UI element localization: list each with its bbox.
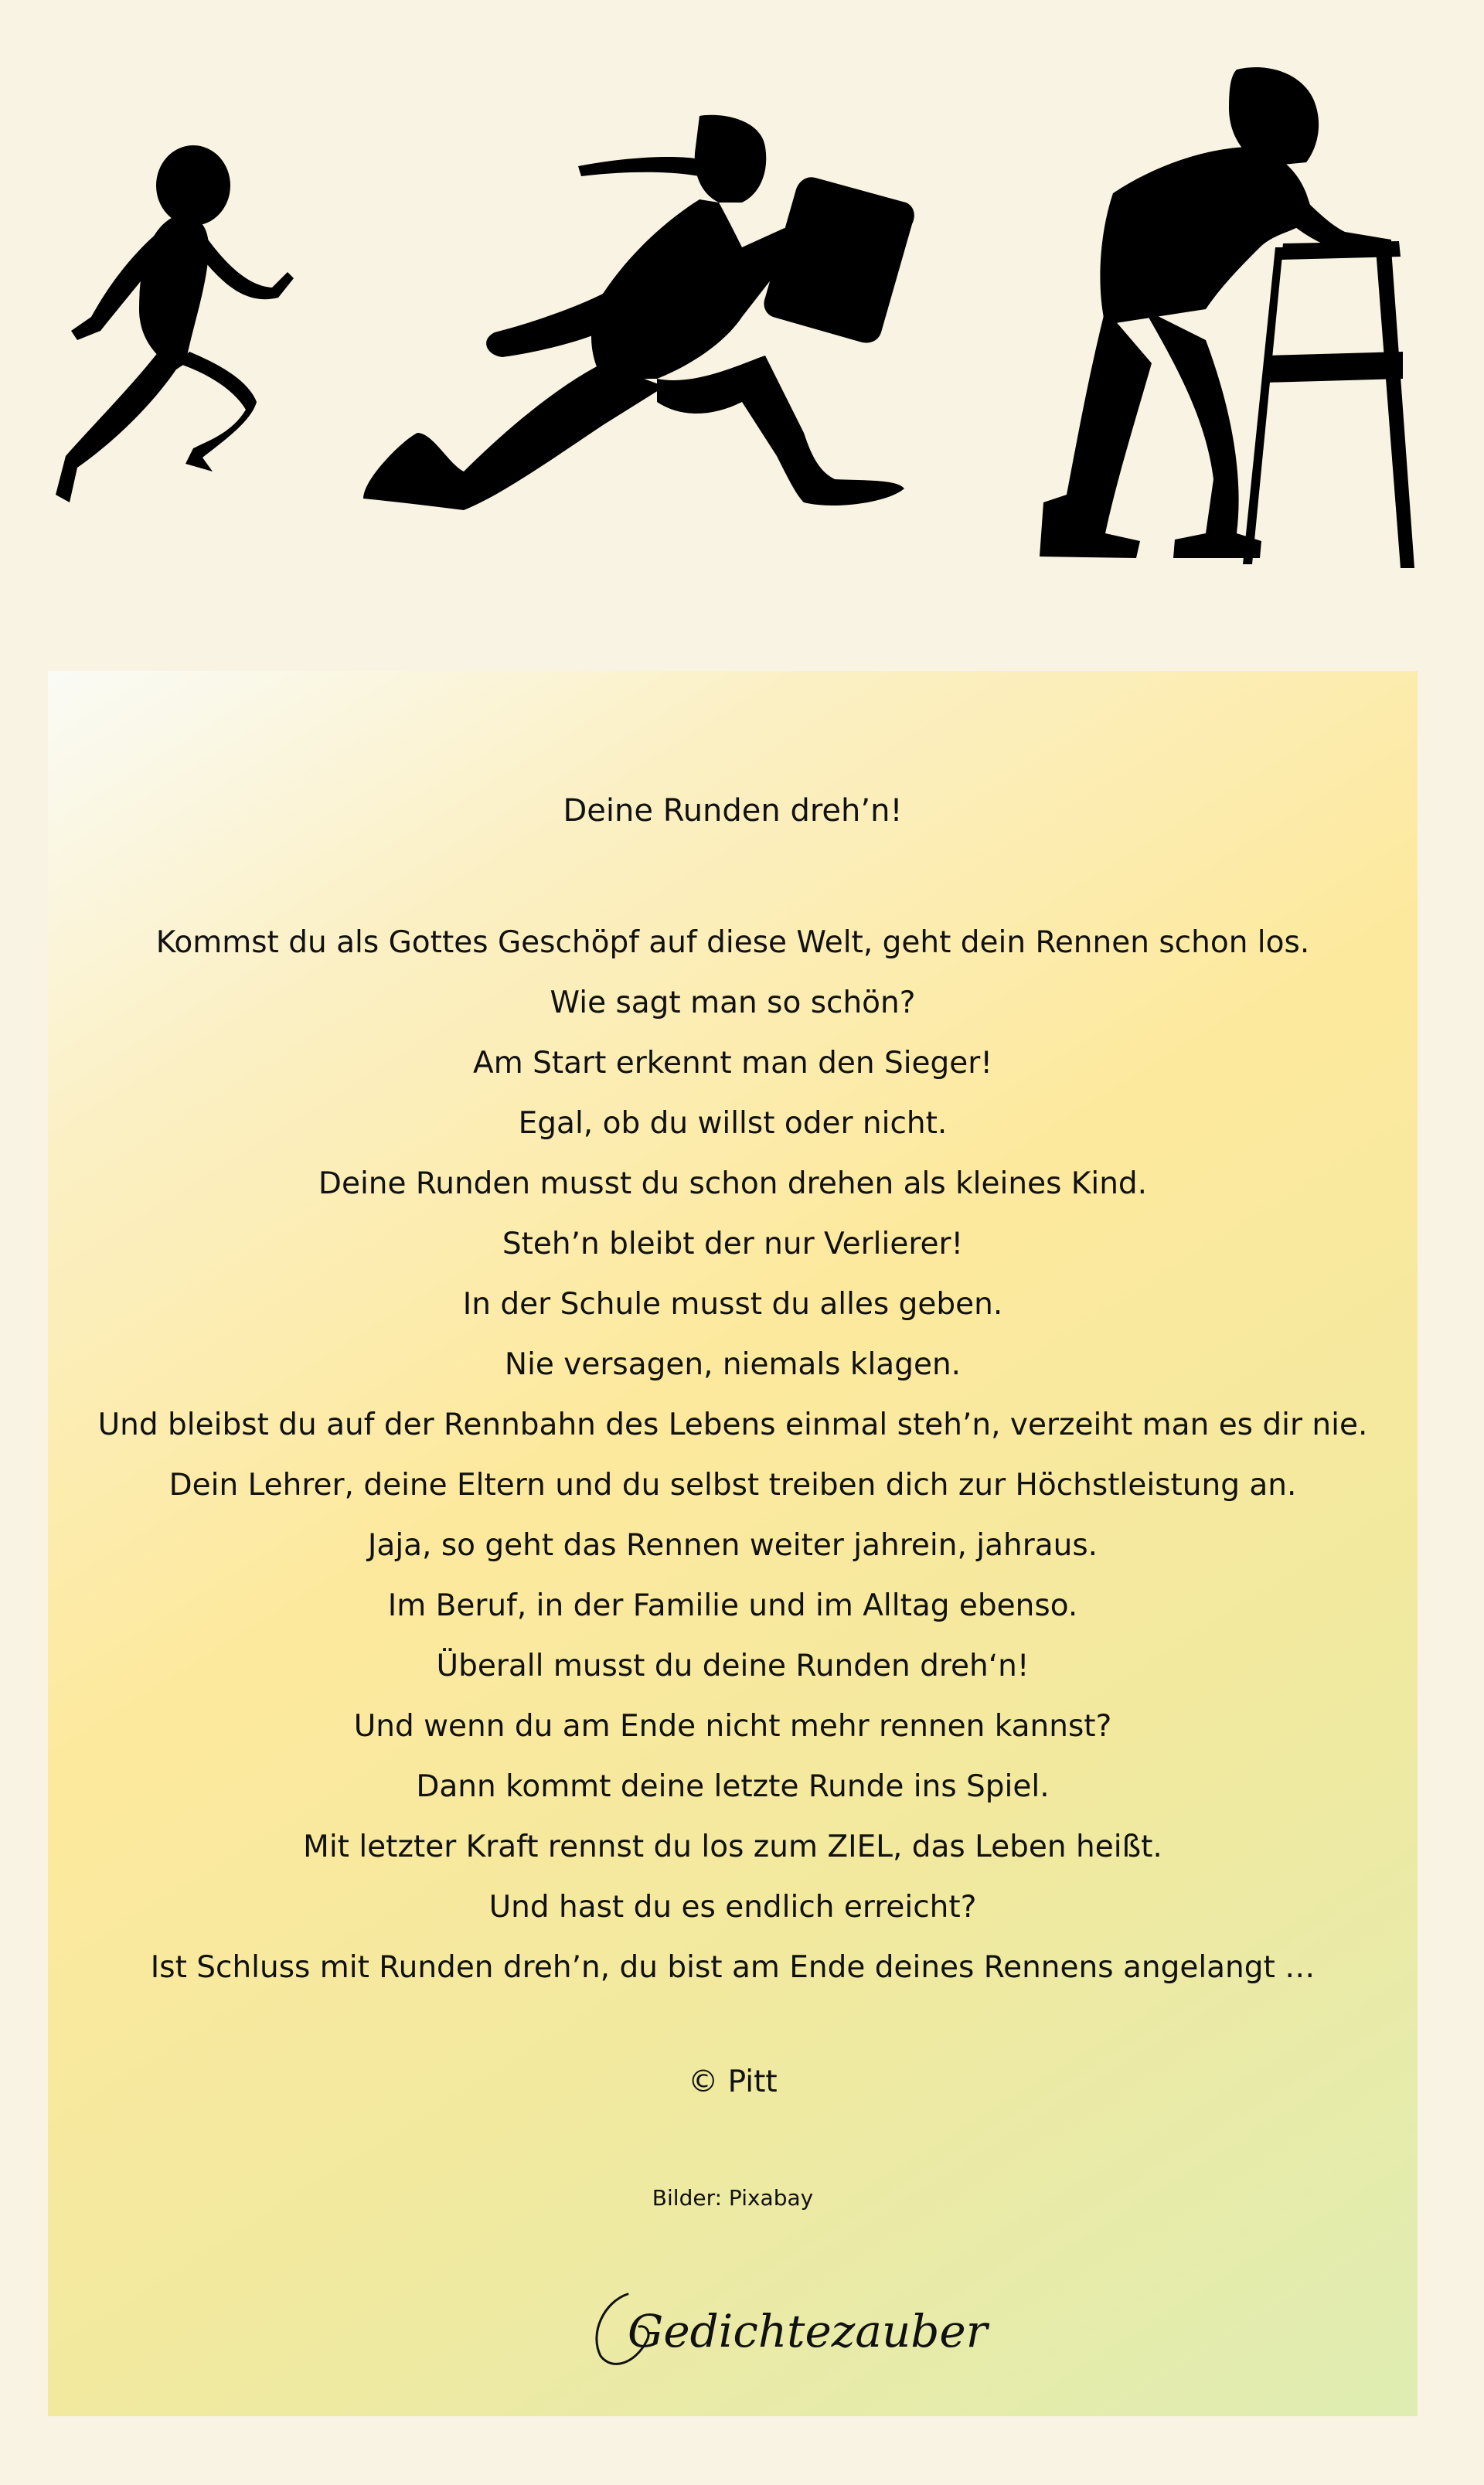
elderly-man-with-walker-silhouette — [1040, 67, 1414, 568]
poem-line: In der Schule musst du alles geben. — [462, 1287, 1003, 1322]
poem-line: Ist Schluss mit Runden dreh’n, du bist am Ende deines Rennens angelangt … — [150, 1950, 1316, 1985]
signature-text: Gedichtezauber — [628, 2305, 988, 2357]
poem-title: Deine Runden dreh’n! — [563, 793, 903, 829]
poem-line: Und wenn du am Ende nicht mehr rennen kannst? — [353, 1709, 1112, 1744]
hero-illustration — [0, 0, 1484, 618]
poem-line: Jaja, so geht das Rennen weiter jahrein, jahraus. — [367, 1528, 1098, 1563]
gedichtezauber-signature-logo — [574, 2279, 988, 2379]
poem-line: Dann kommt deine letzte Runde ins Spiel. — [416, 1769, 1050, 1804]
poem-line: Steh’n bleibt der nur Verlierer! — [502, 1227, 964, 1261]
poem-line: Und hast du es endlich erreicht? — [488, 1890, 977, 1925]
poem-line: Am Start erkennt man den Sieger! — [473, 1046, 992, 1081]
poem-line: Nie versagen, niemals klagen. — [504, 1347, 962, 1382]
poem-line: Im Beruf, in der Familie und im Alltag ebenso. — [387, 1588, 1078, 1623]
running-businessman-silhouette — [363, 115, 914, 510]
poem-line: Egal, ob du willst oder nicht. — [518, 1106, 948, 1141]
running-child-silhouette — [56, 145, 294, 502]
poem-line: Dein Lehrer, deine Eltern und du selbst treiben dich zur Höchstleistung an. — [168, 1468, 1297, 1503]
life-race-silhouettes — [0, 0, 1484, 618]
poem-line: Kommst du als Gottes Geschöpf auf diese Welt, geht dein Rennen schon los. — [155, 925, 1310, 960]
poem-copyright: © Pitt — [688, 2065, 778, 2099]
poem-lines — [63, 913, 1402, 1998]
poem-line: Überall musst du deine Runden dreh‘n! — [436, 1649, 1030, 1683]
image-credits: Bilder: Pixabay — [652, 2185, 814, 2211]
poem-line: Wie sagt man so schön? — [550, 985, 916, 1020]
poem-line: Mit letzter Kraft rennst du los zum ZIEL, das Leben heißt. — [303, 1830, 1162, 1864]
poem-line: Und bleibst du auf der Rennbahn des Lebens einmal steh’n, verzeiht man es dir nie. — [97, 1408, 1368, 1442]
poem-line: Deine Runden musst du schon drehen als kleines Kind. — [318, 1166, 1148, 1201]
poem-card — [48, 671, 1418, 2416]
